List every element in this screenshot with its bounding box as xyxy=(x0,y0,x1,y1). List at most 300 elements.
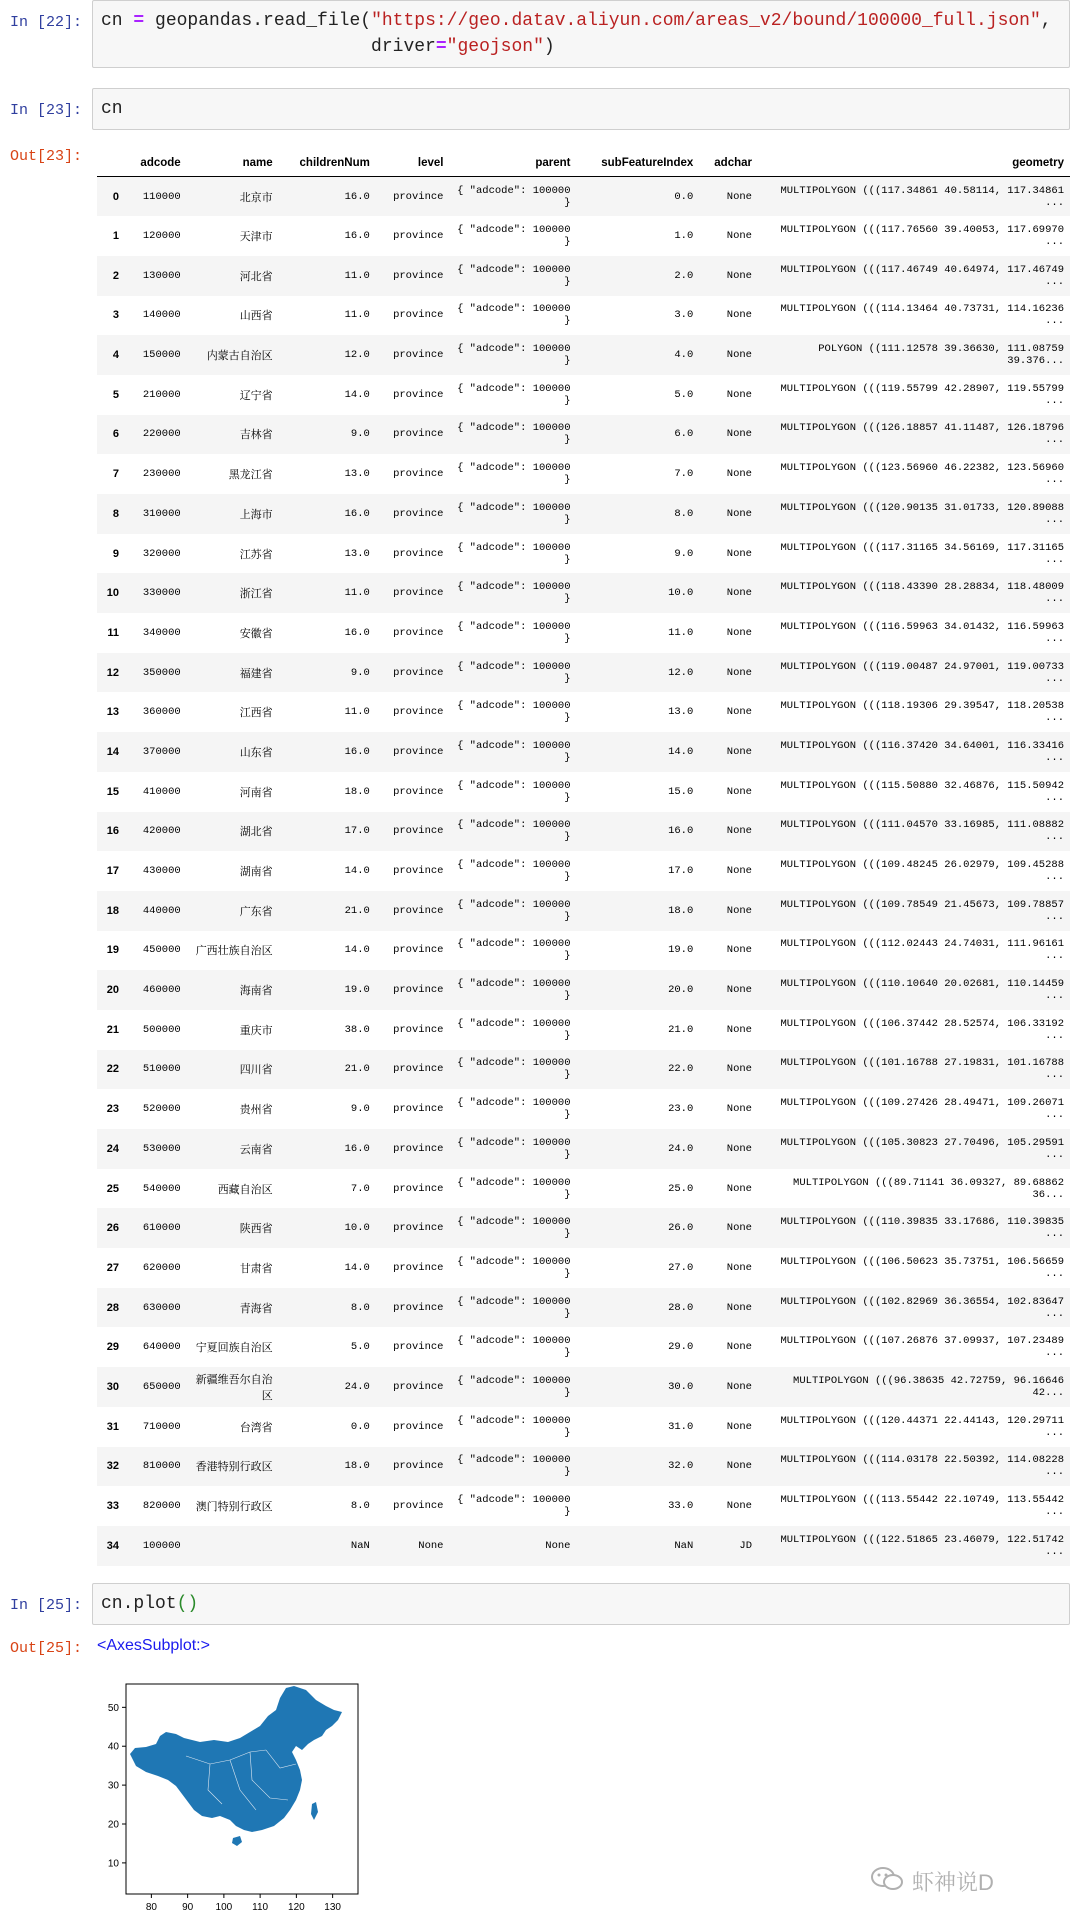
china-map-plot xyxy=(90,1680,370,1918)
column-header-geometry: geometry xyxy=(758,150,1070,177)
cell-level: province xyxy=(393,507,444,520)
cell-adcode: 140000 xyxy=(142,309,181,322)
cell-adchar: None xyxy=(726,1142,752,1155)
cell-index: 16 xyxy=(106,825,119,838)
cell-adchar: None xyxy=(726,428,752,441)
column-header-level: level xyxy=(376,150,450,177)
cell-adcode: 350000 xyxy=(142,666,181,679)
cell-index: 12 xyxy=(106,666,119,679)
cell-geometry: MULTIPOLYGON (((114.03178 22.50392, 114.08228 ... xyxy=(780,1454,1064,1479)
cell-geometry: MULTIPOLYGON (((106.37442 28.52574, 106.33192 ... xyxy=(780,1017,1064,1042)
cell-parent: { "adcode": 100000 } xyxy=(457,978,571,1003)
table-row xyxy=(97,415,1070,455)
cell-adcode: 620000 xyxy=(142,1261,181,1274)
cell-index: 30 xyxy=(106,1380,119,1393)
cell-index: 11 xyxy=(107,626,119,639)
cell-parent: { "adcode": 100000 } xyxy=(457,303,571,328)
axes-subplot-repr: <AxesSubplot:> xyxy=(97,1637,210,1654)
cell-index: 20 xyxy=(106,984,119,997)
cell-subFeatureIndex: 18.0 xyxy=(668,904,694,917)
cell-geometry: MULTIPOLYGON (((119.00487 24.97001, 119.00733 ... xyxy=(780,660,1064,685)
cell-geometry: MULTIPOLYGON (((120.90135 31.01733, 120.89088 ... xyxy=(780,501,1064,526)
cell-parent: { "adcode": 100000 } xyxy=(457,1494,571,1519)
cell-parent: { "adcode": 100000 } xyxy=(457,779,571,804)
cell-geometry: MULTIPOLYGON (((102.82969 36.36554, 102.83647 ... xyxy=(780,1295,1064,1320)
cell-22-code-line-1: cn = geopandas.read_file("https://geo.datav.aliyun.com/areas_v2/bound/100000_full.json", xyxy=(101,11,1052,31)
cell-adcode: 370000 xyxy=(142,745,181,758)
cell-name: 天津市 xyxy=(239,231,273,244)
cell-level: province xyxy=(393,706,444,719)
column-header-name: name xyxy=(187,150,279,177)
cell-adchar: None xyxy=(726,666,752,679)
cell-adchar: None xyxy=(726,1420,752,1433)
cell-childrenNum: 11.0 xyxy=(344,269,370,282)
cell-23-in-prompt: In [23]: xyxy=(10,102,83,119)
cell-childrenNum: 17.0 xyxy=(344,825,370,838)
cell-adchar: None xyxy=(726,825,752,838)
cell-subFeatureIndex: 9.0 xyxy=(674,547,694,560)
cell-parent: { "adcode": 100000 } xyxy=(457,1136,571,1161)
wechat-icon xyxy=(870,1866,904,1892)
table-row xyxy=(97,891,1070,931)
cell-index: 4 xyxy=(112,349,119,362)
cell-subFeatureIndex: 22.0 xyxy=(668,1063,694,1076)
cell-adchar: None xyxy=(726,944,752,957)
cell-name: 北京市 xyxy=(239,191,273,204)
table-row xyxy=(97,812,1070,852)
cell-index: 9 xyxy=(112,547,119,560)
cell-adchar: None xyxy=(726,468,752,481)
cell-adcode: 520000 xyxy=(142,1103,181,1116)
cell-level: province xyxy=(393,666,444,679)
cell-level: province xyxy=(393,1500,444,1513)
cell-geometry: MULTIPOLYGON (((119.55799 42.28907, 119.55799 ... xyxy=(780,382,1064,407)
cell-subFeatureIndex: 33.0 xyxy=(668,1500,694,1513)
cell-parent: { "adcode": 100000 } xyxy=(457,1454,571,1479)
cell-adcode: 540000 xyxy=(142,1182,181,1195)
cell-level: province xyxy=(393,1222,444,1235)
cell-25-code-editor[interactable] xyxy=(92,1583,1070,1625)
cell-22-in-prompt: In [22]: xyxy=(10,14,83,31)
cell-parent: { "adcode": 100000 } xyxy=(457,660,571,685)
cell-childrenNum: 18.0 xyxy=(344,785,370,798)
cell-name: 河南省 xyxy=(239,786,273,799)
table-row xyxy=(97,375,1070,415)
cell-index: 28 xyxy=(106,1301,119,1314)
cell-childrenNum: 11.0 xyxy=(344,587,370,600)
table-row xyxy=(97,851,1070,891)
cell-parent: { "adcode": 100000 } xyxy=(457,739,571,764)
table-row xyxy=(97,970,1070,1010)
cell-25-code-line: cn.plot() xyxy=(101,1594,199,1614)
cell-adchar: None xyxy=(726,1023,752,1036)
cell-level: province xyxy=(393,468,444,481)
column-header-childrenNum: childrenNum xyxy=(279,150,376,177)
column-header-index xyxy=(97,150,125,177)
cell-name: 广西壮族自治区 xyxy=(195,945,273,958)
cell-adcode: 360000 xyxy=(142,706,181,719)
cell-childrenNum: 18.0 xyxy=(344,1460,370,1473)
cell-adcode: 100000 xyxy=(142,1539,181,1552)
cell-adcode: 640000 xyxy=(142,1341,181,1354)
cell-level: province xyxy=(393,547,444,560)
cell-parent: { "adcode": 100000 } xyxy=(457,1374,571,1399)
table-row xyxy=(97,1050,1070,1090)
cell-geometry: MULTIPOLYGON (((106.50623 35.73751, 106.56659 ... xyxy=(780,1255,1064,1280)
cell-childrenNum: 16.0 xyxy=(344,626,370,639)
cell-index: 26 xyxy=(106,1222,119,1235)
cell-subFeatureIndex: 7.0 xyxy=(674,468,694,481)
cell-parent: { "adcode": 100000 } xyxy=(457,1255,571,1280)
cell-adchar: None xyxy=(726,1182,752,1195)
cell-subFeatureIndex: NaN xyxy=(674,1539,694,1552)
cell-adcode: 340000 xyxy=(142,626,181,639)
cell-level: province xyxy=(393,309,444,322)
cell-parent: { "adcode": 100000 } xyxy=(457,1335,571,1360)
cell-name: 台湾省 xyxy=(239,1421,273,1434)
cell-adcode: 440000 xyxy=(142,904,181,917)
x-tick-label: 120 xyxy=(288,1902,305,1913)
cell-22-code-line-2: driver="geojson") xyxy=(101,37,555,57)
cell-parent: { "adcode": 100000 } xyxy=(457,620,571,645)
cell-index: 27 xyxy=(106,1261,119,1274)
cell-index: 13 xyxy=(106,706,119,719)
cell-geometry: MULTIPOLYGON (((111.04570 33.16985, 111.08882 ... xyxy=(780,819,1064,844)
table-row xyxy=(97,335,1070,375)
cell-name: 山东省 xyxy=(239,746,273,759)
cell-level: province xyxy=(393,190,444,203)
cell-childrenNum: 7.0 xyxy=(350,1182,370,1195)
cell-subFeatureIndex: 30.0 xyxy=(668,1380,694,1393)
cell-parent: { "adcode": 100000 } xyxy=(457,1414,571,1439)
table-row xyxy=(97,1208,1070,1248)
table-row xyxy=(97,454,1070,494)
x-tick-label: 80 xyxy=(145,1902,157,1913)
cell-childrenNum: 19.0 xyxy=(344,984,370,997)
cell-subFeatureIndex: 11.0 xyxy=(668,626,694,639)
cell-level: province xyxy=(393,1420,444,1433)
cell-23-code-line: cn xyxy=(101,99,123,119)
cell-level: province xyxy=(393,1261,444,1274)
table-row xyxy=(97,296,1070,336)
cell-parent: { "adcode": 100000 } xyxy=(457,263,571,288)
cell-subFeatureIndex: 15.0 xyxy=(668,785,694,798)
cell-childrenNum: 21.0 xyxy=(344,904,370,917)
cell-childrenNum: 14.0 xyxy=(344,944,370,957)
table-row xyxy=(97,573,1070,613)
table-row xyxy=(97,1526,1070,1566)
cell-adchar: None xyxy=(726,1063,752,1076)
cell-name: 新疆维吾尔自治区 xyxy=(195,1373,273,1402)
cell-adchar: None xyxy=(726,349,752,362)
cell-index: 5 xyxy=(112,388,119,401)
cell-geometry: MULTIPOLYGON (((105.30823 27.70496, 105.29591 ... xyxy=(780,1136,1064,1161)
cell-name: 黑龙江省 xyxy=(228,469,273,482)
cell-subFeatureIndex: 3.0 xyxy=(674,309,694,322)
cell-geometry: MULTIPOLYGON (((96.38635 42.72759, 96.16646 42... xyxy=(793,1374,1064,1399)
cell-parent: { "adcode": 100000 } xyxy=(457,343,571,368)
cell-adchar: None xyxy=(726,785,752,798)
cell-parent: { "adcode": 100000 } xyxy=(457,938,571,963)
cell-adchar: None xyxy=(726,626,752,639)
cell-geometry: MULTIPOLYGON (((116.37420 34.64001, 116.33416 ... xyxy=(780,739,1064,764)
cell-parent: { "adcode": 100000 } xyxy=(457,382,571,407)
cell-23-code-editor[interactable] xyxy=(92,88,1070,130)
cell-subFeatureIndex: 14.0 xyxy=(668,745,694,758)
cell-geometry: MULTIPOLYGON (((126.18857 41.11487, 126.18796 ... xyxy=(780,422,1064,447)
cell-subFeatureIndex: 21.0 xyxy=(668,1023,694,1036)
cell-adcode: 430000 xyxy=(142,865,181,878)
cell-level: province xyxy=(393,1341,444,1354)
table-row xyxy=(97,1367,1070,1407)
cell-index: 3 xyxy=(112,309,119,322)
cell-adchar: None xyxy=(726,587,752,600)
y-tick-label: 50 xyxy=(107,1702,119,1714)
cell-index: 23 xyxy=(106,1103,119,1116)
cell-geometry: MULTIPOLYGON (((113.55442 22.10749, 113.55442 ... xyxy=(780,1494,1064,1519)
table-row xyxy=(97,931,1070,971)
cell-adcode: 420000 xyxy=(142,825,181,838)
cell-geometry: MULTIPOLYGON (((117.46749 40.64974, 117.46749 ... xyxy=(780,263,1064,288)
table-row xyxy=(97,1169,1070,1209)
cell-childrenNum: 8.0 xyxy=(350,1500,370,1513)
cell-adchar: None xyxy=(726,865,752,878)
cell-subFeatureIndex: 8.0 xyxy=(674,507,694,520)
cell-geometry: POLYGON ((111.12578 39.36630, 111.08759 39.376... xyxy=(818,343,1064,368)
cell-name: 浙江省 xyxy=(239,588,273,601)
cell-parent: { "adcode": 100000 } xyxy=(457,224,571,249)
cell-subFeatureIndex: 17.0 xyxy=(668,865,694,878)
cell-index: 8 xyxy=(112,507,119,520)
cell-geometry: MULTIPOLYGON (((109.78549 21.45673, 109.78857 ... xyxy=(780,898,1064,923)
cell-name: 福建省 xyxy=(239,667,273,680)
cell-subFeatureIndex: 16.0 xyxy=(668,825,694,838)
cell-name: 甘肃省 xyxy=(239,1262,273,1275)
table-row xyxy=(97,653,1070,693)
cell-childrenNum: 8.0 xyxy=(350,1301,370,1314)
cell-name xyxy=(187,1526,279,1566)
cell-adchar: None xyxy=(726,706,752,719)
cell-adcode: 650000 xyxy=(142,1380,181,1393)
cell-adchar: None xyxy=(726,1222,752,1235)
cell-index: 25 xyxy=(106,1182,119,1195)
cell-name: 湖南省 xyxy=(239,866,273,879)
cell-parent: { "adcode": 100000 } xyxy=(457,1176,571,1201)
cell-geometry: MULTIPOLYGON (((120.44371 22.44143, 120.29711 ... xyxy=(780,1414,1064,1439)
table-row xyxy=(97,692,1070,732)
cell-childrenNum: 16.0 xyxy=(344,230,370,243)
cell-parent: { "adcode": 100000 } xyxy=(457,422,571,447)
cell-index: 6 xyxy=(112,428,119,441)
cell-index: 14 xyxy=(106,745,119,758)
cell-geometry: MULTIPOLYGON (((101.16788 27.19831, 101.16788 ... xyxy=(780,1057,1064,1082)
cell-name: 西藏自治区 xyxy=(217,1183,273,1196)
cell-index: 19 xyxy=(106,944,119,957)
cell-name: 陕西省 xyxy=(239,1223,273,1236)
cell-childrenNum: 21.0 xyxy=(344,1063,370,1076)
cell-level: province xyxy=(393,1063,444,1076)
cell-parent: { "adcode": 100000 } xyxy=(457,819,571,844)
cell-adcode: 460000 xyxy=(142,984,181,997)
cell-geometry: MULTIPOLYGON (((118.19306 29.39547, 118.20538 ... xyxy=(780,700,1064,725)
cell-level: province xyxy=(393,944,444,957)
cell-parent: { "adcode": 100000 } xyxy=(457,541,571,566)
cell-level: province xyxy=(393,230,444,243)
cell-subFeatureIndex: 23.0 xyxy=(668,1103,694,1116)
table-row xyxy=(97,494,1070,534)
cell-geometry: MULTIPOLYGON (((123.56960 46.22382, 123.56960 ... xyxy=(780,462,1064,487)
cell-geometry: MULTIPOLYGON (((109.48245 26.02979, 109.45288 ... xyxy=(780,859,1064,884)
cell-index: 2 xyxy=(112,269,119,282)
cell-childrenNum: 14.0 xyxy=(344,1261,370,1274)
cell-adcode: 130000 xyxy=(142,269,181,282)
cell-geometry: MULTIPOLYGON (((110.39835 33.17686, 110.39835 ... xyxy=(780,1216,1064,1241)
cell-level: province xyxy=(393,865,444,878)
cell-parent: None xyxy=(545,1539,571,1552)
cell-childrenNum: NaN xyxy=(350,1539,370,1552)
cell-childrenNum: 16.0 xyxy=(344,190,370,203)
cell-subFeatureIndex: 2.0 xyxy=(674,269,694,282)
cell-subFeatureIndex: 5.0 xyxy=(674,388,694,401)
cell-adcode: 820000 xyxy=(142,1500,181,1513)
cell-adchar: None xyxy=(726,388,752,401)
table-row xyxy=(97,1486,1070,1526)
cell-level: province xyxy=(393,269,444,282)
cell-adchar: None xyxy=(726,309,752,322)
cell-level: province xyxy=(393,1460,444,1473)
cell-childrenNum: 12.0 xyxy=(344,349,370,362)
cell-geometry: MULTIPOLYGON (((117.31165 34.56169, 117.31165 ... xyxy=(780,541,1064,566)
cell-22-code-editor[interactable] xyxy=(92,0,1070,68)
table-row xyxy=(97,534,1070,574)
cell-adcode: 610000 xyxy=(142,1222,181,1235)
cell-level: None xyxy=(418,1539,444,1552)
cell-geometry: MULTIPOLYGON (((117.76560 39.40053, 117.69970 ... xyxy=(780,224,1064,249)
cell-name: 海南省 xyxy=(239,985,273,998)
cell-level: province xyxy=(393,1103,444,1116)
cell-parent: { "adcode": 100000 } xyxy=(457,1097,571,1122)
cell-index: 24 xyxy=(106,1142,119,1155)
cell-adchar: None xyxy=(726,190,752,203)
cell-geometry: MULTIPOLYGON (((112.02443 24.74031, 111.96161 ... xyxy=(780,938,1064,963)
column-header-adchar: adchar xyxy=(699,150,758,177)
cell-childrenNum: 24.0 xyxy=(344,1380,370,1393)
cell-subFeatureIndex: 19.0 xyxy=(668,944,694,957)
cell-parent: { "adcode": 100000 } xyxy=(457,581,571,606)
cell-adchar: None xyxy=(726,547,752,560)
cell-childrenNum: 13.0 xyxy=(344,468,370,481)
cell-subFeatureIndex: 4.0 xyxy=(674,349,694,362)
cell-geometry: MULTIPOLYGON (((115.50880 32.46876, 115.50942 ... xyxy=(780,779,1064,804)
dataframe-table xyxy=(97,150,1070,1566)
cell-parent: { "adcode": 100000 } xyxy=(457,1057,571,1082)
cell-adcode: 450000 xyxy=(142,944,181,957)
cell-childrenNum: 16.0 xyxy=(344,745,370,758)
table-row xyxy=(97,1407,1070,1447)
cell-level: province xyxy=(393,1380,444,1393)
cell-name: 江苏省 xyxy=(239,548,273,561)
cell-adcode: 320000 xyxy=(142,547,181,560)
cell-adcode: 230000 xyxy=(142,468,181,481)
cell-level: province xyxy=(393,428,444,441)
cell-adcode: 500000 xyxy=(142,1023,181,1036)
x-tick-label: 90 xyxy=(182,1902,194,1913)
cell-adcode: 630000 xyxy=(142,1301,181,1314)
cell-parent: { "adcode": 100000 } xyxy=(457,700,571,725)
cell-index: 34 xyxy=(106,1539,119,1552)
table-row xyxy=(97,1010,1070,1050)
cell-adchar: None xyxy=(726,904,752,917)
y-tick-label: 40 xyxy=(107,1741,119,1753)
cell-adcode: 330000 xyxy=(142,587,181,600)
cell-index: 15 xyxy=(106,785,119,798)
cell-index: 21 xyxy=(106,1023,119,1036)
cell-parent: { "adcode": 100000 } xyxy=(457,462,571,487)
cell-adchar: None xyxy=(726,1460,752,1473)
cell-adcode: 120000 xyxy=(142,230,181,243)
cell-name: 河北省 xyxy=(239,270,273,283)
cell-parent: { "adcode": 100000 } xyxy=(457,184,571,209)
table-row xyxy=(97,177,1070,217)
cell-childrenNum: 9.0 xyxy=(350,1103,370,1116)
y-tick-label: 30 xyxy=(107,1780,119,1792)
cell-childrenNum: 38.0 xyxy=(344,1023,370,1036)
cell-level: province xyxy=(393,1301,444,1314)
cell-geometry: MULTIPOLYGON (((107.26876 37.09937, 107.23489 ... xyxy=(780,1335,1064,1360)
cell-23-out-prompt: Out[23]: xyxy=(10,148,83,165)
cell-name: 江西省 xyxy=(239,707,273,720)
cell-adchar: None xyxy=(726,1500,752,1513)
cell-parent: { "adcode": 100000 } xyxy=(457,501,571,526)
x-tick-label: 100 xyxy=(215,1902,233,1913)
cell-childrenNum: 16.0 xyxy=(344,1142,370,1155)
cell-parent: { "adcode": 100000 } xyxy=(457,859,571,884)
cell-adchar: None xyxy=(726,1341,752,1354)
cell-name: 安徽省 xyxy=(239,627,273,640)
cell-index: 1 xyxy=(112,230,119,243)
cell-geometry: MULTIPOLYGON (((89.71141 36.09327, 89.68862 36... xyxy=(793,1176,1064,1201)
column-header-parent: parent xyxy=(450,150,577,177)
cell-subFeatureIndex: 10.0 xyxy=(668,587,694,600)
cell-adcode: 110000 xyxy=(142,190,181,203)
cell-index: 32 xyxy=(106,1460,119,1473)
cell-childrenNum: 14.0 xyxy=(344,388,370,401)
y-tick-label: 20 xyxy=(107,1819,119,1831)
cell-childrenNum: 11.0 xyxy=(344,309,370,322)
cell-subFeatureIndex: 29.0 xyxy=(668,1341,694,1354)
cell-geometry: MULTIPOLYGON (((110.10640 20.02681, 110.14459 ... xyxy=(780,978,1064,1003)
table-row xyxy=(97,1288,1070,1328)
cell-adcode: 150000 xyxy=(142,349,181,362)
cell-adchar: None xyxy=(726,1301,752,1314)
cell-25-in-prompt: In [25]: xyxy=(10,1597,83,1614)
cell-name: 内蒙古自治区 xyxy=(206,350,273,363)
cell-parent: { "adcode": 100000 } xyxy=(457,1017,571,1042)
cell-adchar: None xyxy=(726,984,752,997)
cell-adcode: 510000 xyxy=(142,1063,181,1076)
cell-level: province xyxy=(393,587,444,600)
cell-subFeatureIndex: 24.0 xyxy=(668,1142,694,1155)
cell-subFeatureIndex: 27.0 xyxy=(668,1261,694,1274)
x-tick-label: 110 xyxy=(252,1902,269,1913)
cell-adcode: 220000 xyxy=(142,428,181,441)
cell-name: 吉林省 xyxy=(239,429,273,442)
table-row xyxy=(97,1089,1070,1129)
cell-subFeatureIndex: 25.0 xyxy=(668,1182,694,1195)
cell-name: 云南省 xyxy=(239,1143,273,1156)
cell-subFeatureIndex: 31.0 xyxy=(668,1420,694,1433)
cell-25-out-prompt: Out[25]: xyxy=(10,1640,83,1657)
